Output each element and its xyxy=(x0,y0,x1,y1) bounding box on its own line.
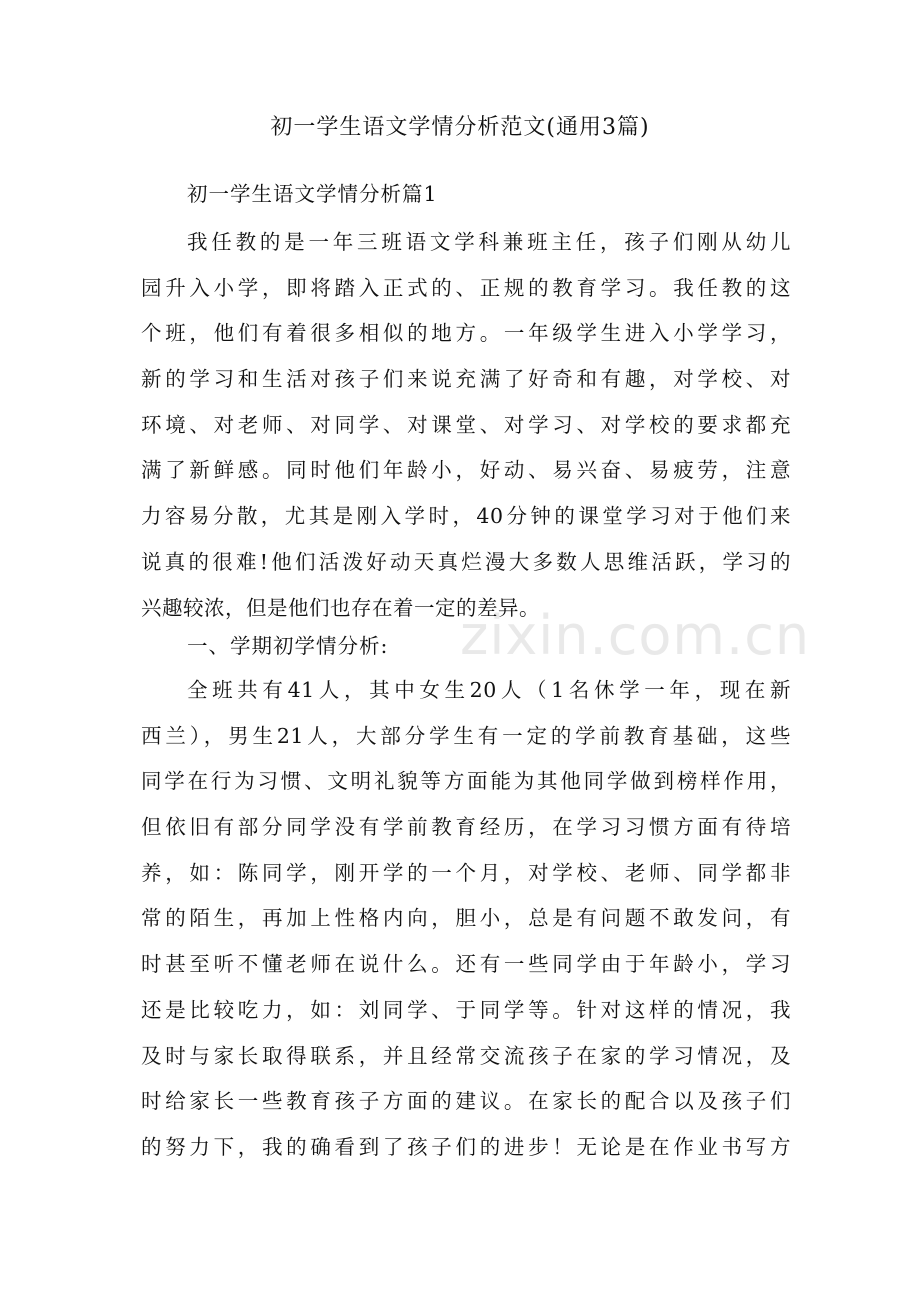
paragraph-line: 环境、对老师、对同学、对课堂、对学习、对学校的要求都充 xyxy=(141,412,791,437)
paragraph-line: 及时与家长取得联系，并且经常交流孩子在家的学习情况，及 xyxy=(141,1043,791,1068)
paragraph-2 xyxy=(141,668,791,1171)
paragraph-line: 说真的很难!他们活泼好动天真烂漫大多数人思维活跃，学习的 xyxy=(141,549,791,574)
paragraph-line: 全班共有41人，其中女生20人（1名休学一年，现在新 xyxy=(187,678,791,702)
paragraph-line: 时给家长一些教育孩子方面的建议。在家长的配合以及孩子们 xyxy=(141,1089,791,1114)
paragraph-line: 园升入小学，即将踏入正式的、正规的教育学习。我任教的这 xyxy=(141,275,791,300)
paragraph-line: 力容易分散，尤其是刚入学时，40分钟的课堂学习对于他们来 xyxy=(141,504,791,529)
subsection-heading: 一、学期初学情分析: xyxy=(187,634,389,658)
paragraph-line: 个班，他们有着很多相似的地方。一年级学生进入小学学习， xyxy=(141,321,791,346)
paragraph-line: 我任教的是一年三班语文学科兼班主任，孩子们刚从幼儿 xyxy=(187,230,791,254)
paragraph-line: 新的学习和生活对孩子们来说充满了好奇和有趣，对学校、对 xyxy=(141,367,791,392)
paragraph-line: 满了新鲜感。同时他们年龄小，好动、易兴奋、易疲劳，注意 xyxy=(141,458,791,483)
paragraph-line: 但依旧有部分同学没有学前教育经历，在学习习惯方面有待培 xyxy=(141,815,791,840)
watermark: zixin.com.cn xyxy=(460,604,811,667)
paragraph-1 xyxy=(141,220,791,631)
paragraph-line: 西兰），男生21人，大部分学生有一定的学前教育基础，这些 xyxy=(141,723,791,748)
paragraph-line: 同学在行为习惯、文明礼貌等方面能为其他同学做到榜样作用， xyxy=(141,769,791,794)
document-title: 初一学生语文学情分析范文(通用3篇) xyxy=(270,115,650,140)
section-heading: 初一学生语文学情分析篇1 xyxy=(187,182,438,206)
paragraph-line: 的努力下，我的确看到了孩子们的进步！无论是在作业书写方 xyxy=(141,1134,791,1159)
paragraph-line: 养，如：陈同学，刚开学的一个月，对学校、老师、同学都非 xyxy=(141,860,791,885)
paragraph-line: 时甚至听不懂老师在说什么。还有一些同学由于年龄小，学习 xyxy=(141,952,791,977)
paragraph-line: 还是比较吃力，如：刘同学、于同学等。针对这样的情况，我 xyxy=(141,997,791,1022)
paragraph-line: 兴趣较浓，但是他们也存在着一定的差异。 xyxy=(141,595,540,620)
paragraph-line: 常的陌生，再加上性格内向，胆小，总是有问题不敢发问，有 xyxy=(141,906,791,931)
